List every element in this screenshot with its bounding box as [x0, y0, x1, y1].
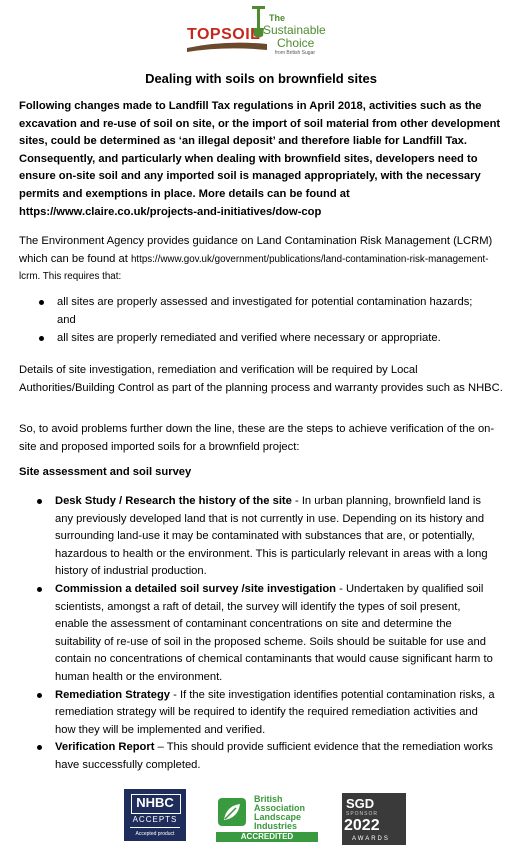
topsoil-logo: [185, 4, 345, 58]
requirements-list: [0, 294, 522, 348]
step-text: - If the site investigation identifies potential contamination risks, a remediation strategy will be required to identify the required remediation activities and how they will be implemented and verified.: [55, 688, 495, 736]
ea-text: The Environment Agency provides guidance on Land Contamination Risk Management (LCRM) which can be found at: [19, 235, 493, 265]
list-item: [0, 581, 495, 687]
sgd-logo: [342, 793, 406, 845]
section-heading: Site assessment and soil survey: [19, 466, 192, 478]
list-item: [0, 294, 487, 329]
bullet-icon: [37, 693, 42, 698]
details-paragraph: Details of site investigation, remediation and verification will be required by Local Authorities/Building Control as part of the planning process and warranty provides such as NHBC.: [19, 364, 503, 394]
bali-line2: Association: [254, 803, 306, 813]
nhbc-accepts: ACCEPTS: [132, 815, 178, 824]
sgd-sponsor: SPONSOR: [346, 811, 379, 817]
list-item: [0, 493, 495, 581]
bullet-icon: [37, 499, 42, 504]
steps-list: [0, 493, 522, 775]
bali-logo: [216, 794, 320, 842]
tagline-line2: Sustainable: [263, 23, 326, 37]
bullet-icon: [39, 336, 44, 341]
bullet-icon: [39, 300, 44, 305]
step-text: - Undertaken by qualified soil scientists, amongst a raft of detail, the survey will identify the types of soil present, enable the assessment of contaminant concentrations on site and determine the suitability of re-use of soil in the proposed scheme. Soils should be suitable for use and contain no concentrations of chemical contaminants that would cause significant harm to human health or the environment.: [55, 582, 493, 683]
lcrm-link[interactable]: https://www.gov.uk/government/publications/land-contamination-risk-management-lcrm.: [19, 253, 489, 283]
bali-line1: British: [254, 794, 283, 804]
bali-accredited: ACCREDITED: [240, 832, 294, 841]
step-text: - In urban planning, brownfield land is any previously developed land that is not currently in use. Depending on its history and surrounding land-use it may be contaminated with substances that are, or potentially, hazardous to health or the environment. This is particularly relevant in areas with a long history of industrial production.: [55, 495, 488, 578]
list-item: [0, 330, 487, 348]
intro-paragraph: Following changes made to Landfill Tax regulations in April 2018, activities such as the excavation and re-use of soil on site, or the import of soil material from other development sites, could be determined as ‘an illegal deposit’ and therefore liable for Landfill Tax. Consequently, and particularly when dealing with brownfield sites, developers need to ensure on-site soil and any imported soil is managed appropriately, with the necessary permits and exemptions in place. More details can be found at https://www.claire.co.uk/projects-and-initiatives/dow-cop: [19, 100, 501, 218]
step-heading: Desk Study / Research the history of the site: [55, 495, 292, 507]
bullet-icon: [37, 745, 42, 750]
requirement-text: all sites are properly remediated and verified where necessary or appropriate.: [57, 332, 441, 345]
bullet-icon: [37, 587, 42, 592]
leaf-icon: [216, 796, 248, 828]
step-text: – This should provide sufficient evidence that the remediation works have successfully completed.: [55, 741, 493, 771]
list-item: [0, 739, 495, 774]
nhbc-logo: [124, 789, 186, 841]
tagline-line1: The: [269, 13, 286, 23]
step-heading: Commission a detailed soil survey /site investigation: [55, 582, 337, 595]
ea-paragraph: [19, 233, 505, 286]
bali-accredited-badge: [216, 832, 318, 842]
tagline-line3: Choice: [277, 36, 315, 50]
bali-line4: Industries: [254, 821, 298, 831]
bali-line3: Landscape: [254, 812, 302, 822]
step-heading: Remediation Strategy: [55, 688, 171, 701]
nhbc-accepted-product: Accepted product: [135, 831, 175, 837]
list-item: [0, 687, 495, 740]
nhbc-name: NHBC: [136, 795, 174, 810]
step-heading: Verification Report: [55, 741, 155, 754]
sgd-year: 2022: [344, 817, 380, 834]
topsoil-brand: TOPSOIL: [187, 26, 261, 43]
page-title: Dealing with soils on brownfield sites: [145, 71, 377, 86]
tagline-sub: from British Sugar: [275, 50, 316, 56]
steps-intro-paragraph: So, to avoid problems further down the line, these are the steps to achieve verification of the on-site and proposed imported soils for a brownfield project:: [19, 423, 495, 453]
sgd-awards: AWARDS: [352, 836, 390, 842]
requirement-text: all sites are properly assessed and investigated for potential contamination hazards; and: [57, 296, 473, 326]
ea-requires: This requires that:: [40, 271, 122, 283]
sgd-name: SGD: [346, 796, 375, 811]
